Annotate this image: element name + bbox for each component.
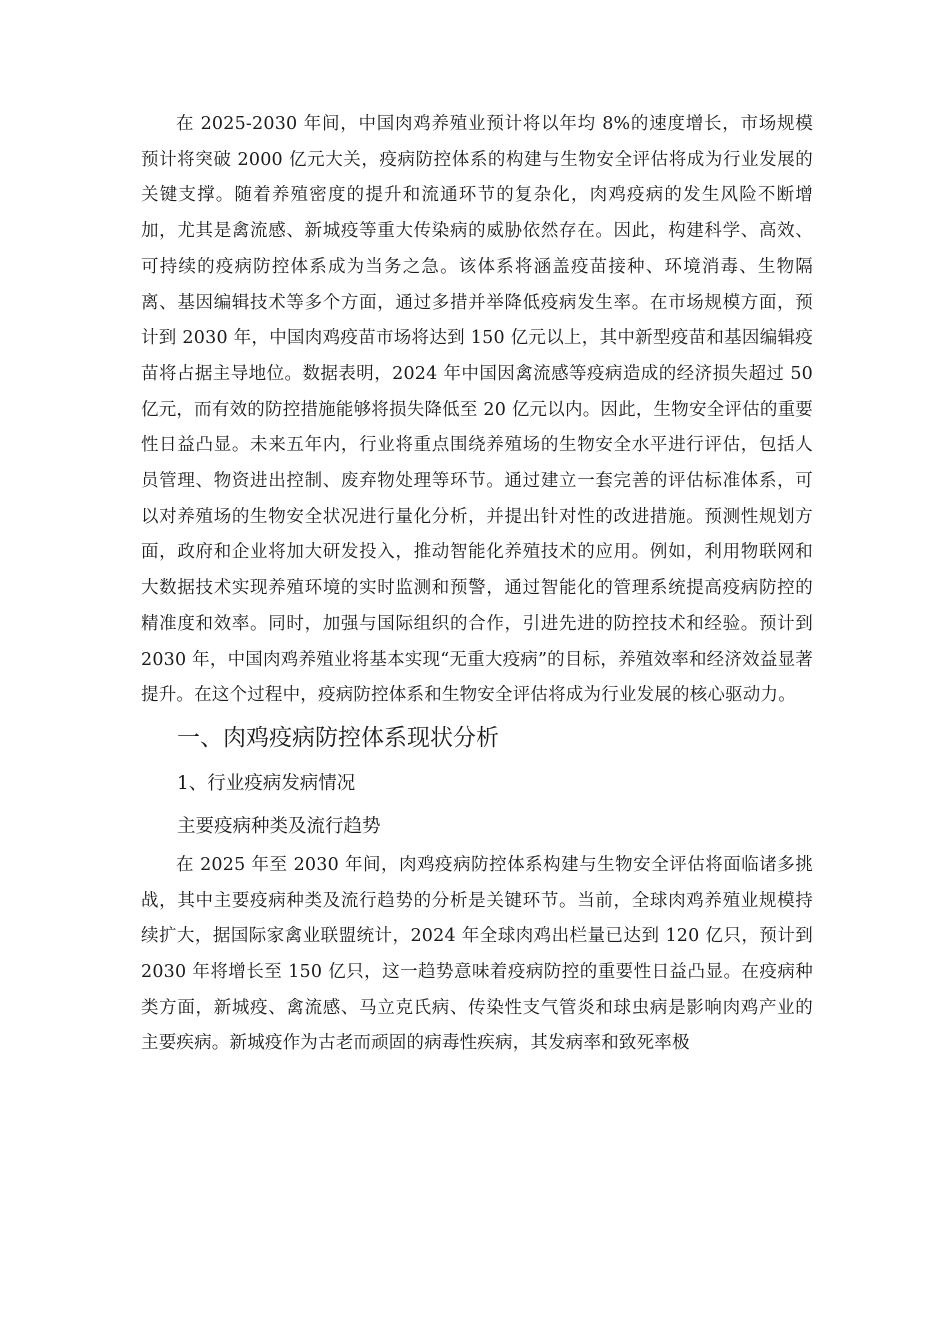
subsection-heading: 1、行业疫病发病情况 [177,772,356,794]
section-heading: 一、肉鸡疫病防控体系现状分析 [177,724,499,751]
body-paragraph: 在 2025 年至 2030 年间，肉鸡疫病防控体系构建与生物安全评估将面临诸多挑战，其中主要疫病种类及流行趋势的分析是关键环节。当前，全球肉鸡养殖业规模持续扩大，据国际家禽业联盟统计，2024 年全球肉鸡出栏量已达到 120 亿只，预计到 2030 年将增长至 150 亿只，这一趋势意味着疫病防控的重要性日益凸显。在疫病种类方面，新城疫、禽流感、马立克氏病、传染性支气管炎和球虫病是影响肉鸡产业的主要疾病。新城疫作为古老而顽固的病毒性疾病，其发病率和致死率极 [141,854,813,1054]
document-body [141,107,813,1062]
intro-paragraph: 在 2025-2030 年间，中国肉鸡养殖业预计将以年均 8%的速度增长，市场规模预计将突破 2000 亿元大关，疫病防控体系的构建与生物安全评估将成为行业发展的关键支撑。随着养殖密度的提升和流通环节的复杂化，肉鸡疫病的发生风险不断增加，尤其是禽流感、新城疫等重大传染病的威胁依然存在。因此，构建科学、高效、可持续的疫病防控体系成为当务之急。该体系将涵盖疫苗接种、环境消毒、生物隔离、基因编辑技术等多个方面，通过多措并举降低疫病发生率。在市场规模方面，预计到 2030 年，中国肉鸡疫苗市场将达到 150 亿元以上，其中新型疫苗和基因编辑疫苗将占据主导地位。数据表明，2024 年中国因禽流感等疫病造成的经济损失超过 50 亿元，而有效的防控措施能够将损失降低至 20 亿元以内。因此，生物安全评估的重要性日益凸显。未来五年内，行业将重点围绕养殖场的生物安全水平进行评估，包括人员管理、物资进出控制、废弃物处理等环节。通过建立一套完善的评估标准体系，可以对养殖场的生物安全状况进行量化分析，并提出针对性的改进措施。预测性规划方面，政府和企业将加大研发投入，推动智能化养殖技术的应用。例如，利用物联网和大数据技术实现养殖环境的实时监测和预警，通过智能化的管理系统提高疫病防控的精准度和效率。同时，加强与国际组织的合作，引进先进的防控技术和经验。预计到 2030 年，中国肉鸡养殖业将基本实现“无重大疫病”的目标，养殖效率和经济效益显著提升。在这个过程中，疫病防控体系和生物安全评估将成为行业发展的核心驱动力。 [141,114,813,706]
topic-heading: 主要疫病种类及流行趋势 [177,815,381,837]
